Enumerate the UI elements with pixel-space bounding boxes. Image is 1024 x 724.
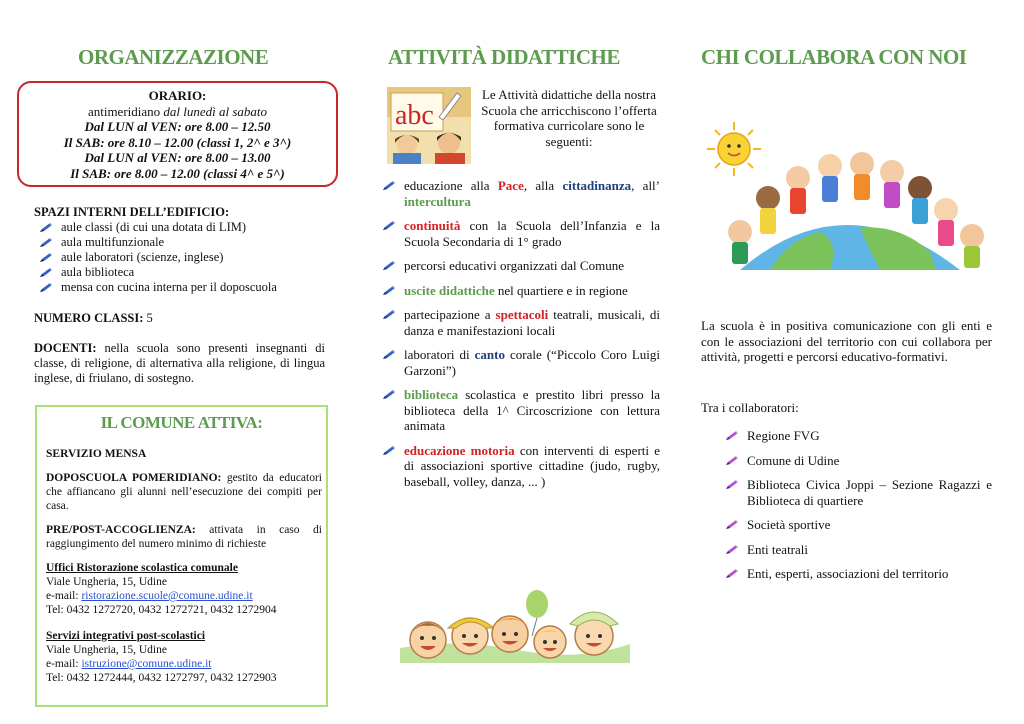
pen-bullet-icon (382, 389, 396, 400)
orario-heading: ORARIO: (148, 88, 207, 103)
list-item: biblioteca scolastica e prestito libri presso la biblioteca della 1^ Circoscrizione con lettura animata (382, 387, 660, 434)
list-item: Enti teatrali (725, 542, 992, 558)
pen-bullet-icon (382, 285, 396, 296)
pen-bullet-icon (725, 430, 739, 441)
accoglienza-paragraph: PRE/POST-ACCOGLIENZA: attivata in caso di raggiungimento del numero minimo di richieste (46, 524, 322, 550)
list-item: Regione FVG (725, 428, 992, 444)
list-item: Società sportive (725, 517, 992, 533)
pen-bullet-icon (725, 568, 739, 579)
pen-bullet-icon (382, 260, 396, 271)
list-item: educazione alla Pace, alla cittadinanza, all’ intercultura (382, 178, 660, 209)
children-faces-illustration (398, 588, 633, 663)
collabora-paragraph: La scuola è in positiva comunicazione con gli enti e con le associazioni del territorio con cui collabora per attività, progetti e percorsi educativo-formativi. (701, 318, 992, 364)
list-item: laboratori di canto corale (“Piccolo Coro Luigi Garzoni”) (382, 347, 660, 378)
list-item: aula multifunzionale (34, 235, 324, 250)
pen-bullet-icon (39, 282, 53, 293)
list-item: Enti, esperti, associazioni del territorio (725, 566, 992, 582)
servizio-mensa: SERVIZIO MENSA (46, 448, 147, 460)
email-link[interactable]: ristorazione.scuole@comune.udine.it (81, 590, 253, 602)
orario-box (17, 81, 338, 187)
attivita-title: ATTIVITÀ DIDATTICHE (388, 45, 620, 69)
pen-bullet-icon (382, 445, 396, 456)
doposcuola-paragraph: DOPOSCUOLA POMERIDIANO: gestito da educatori che affiancano gli alunni nell’esecuzione dei compiti per casa. (46, 472, 322, 512)
uffici-heading: Uffici Ristorazione scolastica comunale (46, 562, 238, 574)
list-item: educazione motoria con interventi di esperti e di associazioni sportive cittadine (judo, rugby, baseball, volley, danza, ... ) (382, 443, 660, 490)
email-link[interactable]: istruzione@comune.udine.it (81, 658, 212, 670)
pen-bullet-icon (725, 455, 739, 466)
list-item: partecipazione a spettacoli teatrali, musicali, di danza e manifestazioni locali (382, 307, 660, 338)
list-item: Biblioteca Civica Joppi – Sezione Ragazzi e Biblioteca di quartiere (725, 477, 992, 508)
list-item: Comune di Udine (725, 453, 992, 469)
pen-bullet-icon (382, 309, 396, 320)
orario-line: Il SAB: ore 8.00 – 12.00 (classi 4^ e 5^) (70, 165, 285, 181)
orario-line: antimeridiano dal lunedì al sabato (87, 103, 268, 119)
pen-bullet-icon (382, 220, 396, 231)
list-item: aule classi (di cui una dotata di LIM) (34, 220, 324, 235)
organizzazione-title: ORGANIZZAZIONE (78, 45, 269, 69)
uffici-block: Uffici Ristorazione scolastica comunale Viale Ungheria, 15, Udine e-mail: ristorazione.scuole@comune.udine.it Tel: 0432 1272720, 0432 1272721, 0432 1272904 (46, 561, 322, 617)
pen-bullet-icon (725, 479, 739, 490)
orario-line: Dal LUN al VEN: ore 8.00 – 13.00 (84, 150, 271, 165)
chi-collabora-title: CHI COLLABORA CON NOI (701, 45, 967, 69)
pen-bullet-icon (39, 222, 53, 233)
orario-line: Il SAB: ore 8.10 – 12.00 (classi 1, 2^ e 3^) (63, 134, 292, 150)
list-item: mensa con cucina interna per il doposcuola (34, 280, 324, 295)
list-item: aule laboratori (scienze, inglese) (34, 250, 324, 265)
docenti-paragraph: DOCENTI: nella scuola sono presenti insegnanti di classe, di religione, di alternativa alla religione, di lingua inglese, di friulano, di sostegno. (34, 341, 325, 385)
sun-icon (707, 122, 761, 176)
comune-title: IL COMUNE ATTIVA: (100, 413, 263, 432)
pen-bullet-icon (39, 237, 53, 248)
list-item: aula biblioteca (34, 265, 324, 280)
children-around-globe-illustration (700, 120, 990, 270)
classroom-picture (387, 87, 471, 164)
pen-bullet-icon (382, 349, 396, 360)
orario-line: Dal LUN al VEN: ore 8.00 – 12.50 (84, 119, 271, 134)
pen-bullet-icon (39, 267, 53, 278)
pen-bullet-icon (725, 519, 739, 530)
spazi-heading: SPAZI INTERNI DELL’EDIFICIO: (34, 205, 230, 219)
attivita-list (382, 178, 660, 498)
servizi-heading: Servizi integrativi post-scolastici (46, 630, 206, 642)
numero-classi: NUMERO CLASSI: 5 (34, 311, 153, 325)
comune-box (35, 405, 328, 707)
collaboratori-list (725, 428, 992, 591)
attivita-intro: Le Attività didattiche della nostra Scuola che arricchiscono l’offerta formativa curricolare sono le seguenti: (481, 87, 657, 149)
spazi-section (34, 205, 324, 295)
tra-collaboratori: Tra i collaboratori: (701, 400, 799, 415)
picture-abc-text: abc (395, 100, 434, 131)
pen-bullet-icon (725, 544, 739, 555)
list-item: continuità con la Scuola dell’Infanzia e la Scuola Secondaria di 1° grado (382, 218, 660, 249)
list-item: percorsi educativi organizzati dal Comune (382, 258, 660, 274)
list-item: uscite didattiche nel quartiere e in regione (382, 283, 660, 299)
pen-bullet-icon (382, 180, 396, 191)
pen-bullet-icon (39, 252, 53, 263)
servizi-block: Servizi integrativi post-scolastici Viale Ungheria, 15, Udine e-mail: istruzione@comune.udine.it Tel: 0432 1272444, 0432 1272797, 0432 1272903 (46, 629, 322, 685)
